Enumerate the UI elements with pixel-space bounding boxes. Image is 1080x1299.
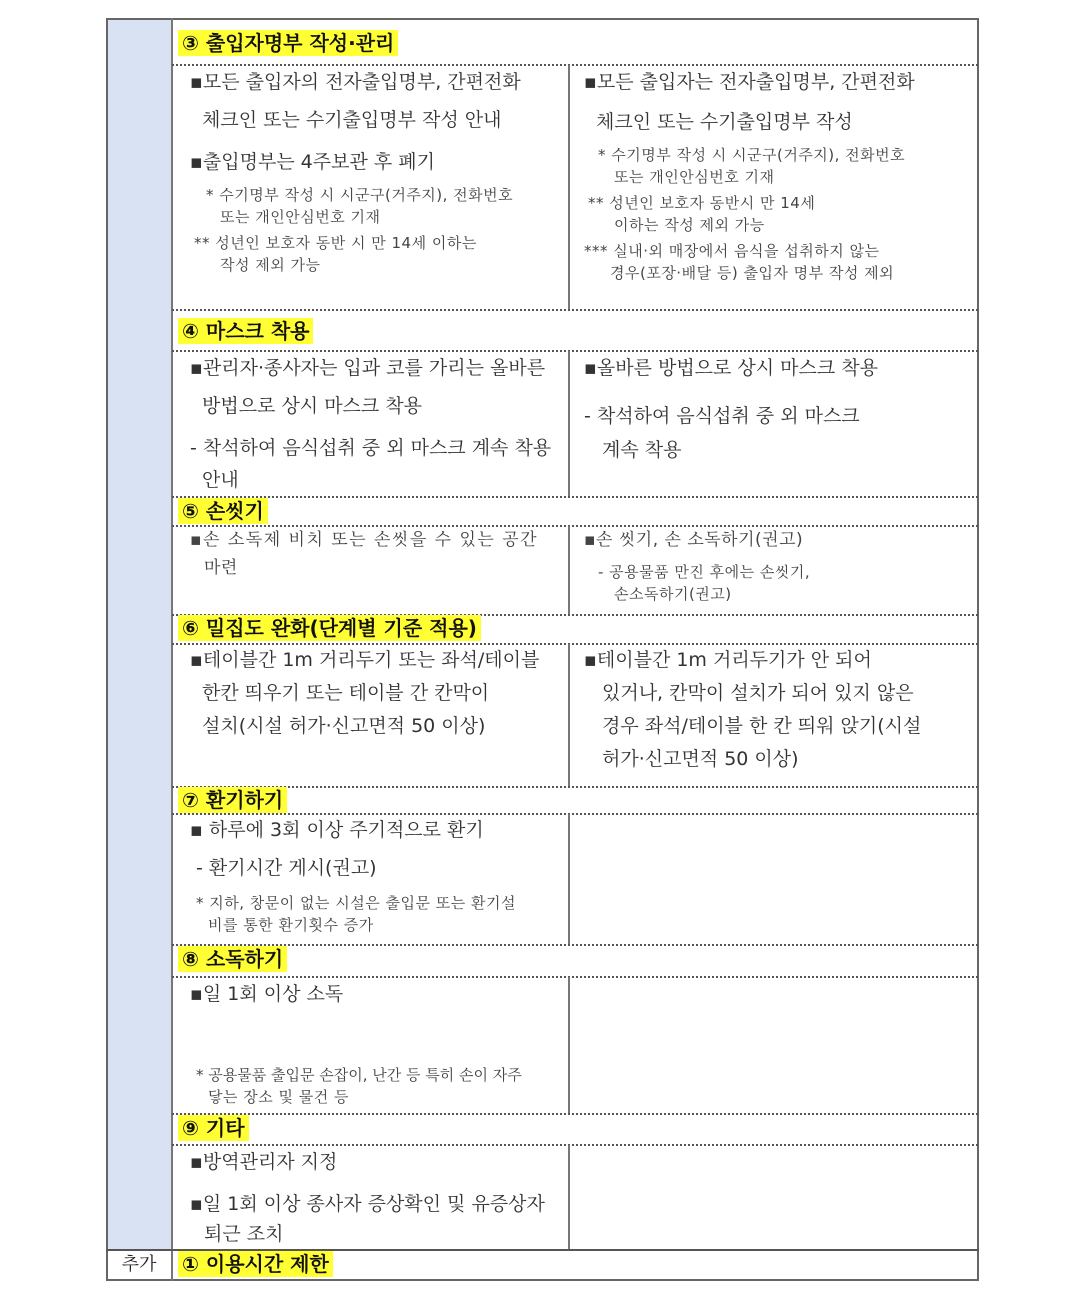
- footnote: ** 성년인 보호자 동반 시 만 14세 이하는: [194, 234, 477, 252]
- text-line: - 공용물품 만진 후에는 손씻기,: [598, 563, 811, 581]
- section-title-6: ⑥ 밀집도 완화(단계별 기준 적용): [178, 615, 481, 641]
- text-line: ▪손 씻기, 손 소독하기(권고): [584, 530, 804, 550]
- footnote: * 수기명부 작성 시 시군구(거주지), 전화번호: [206, 186, 514, 204]
- column-divider: [568, 977, 570, 1113]
- text-line: 체크인 또는 수기출입명부 작성: [596, 111, 853, 133]
- extra-row-label: 추가: [121, 1254, 157, 1275]
- extra-title: ① 이용시간 제한: [178, 1251, 333, 1277]
- cell-s6-right: [574, 648, 978, 771]
- footnote: * 지하, 창문이 없는 시설은 출입문 또는 환기설: [196, 894, 516, 912]
- text-line: 허가·신고면적 50 이상): [602, 748, 799, 770]
- cell-s3-left: [180, 70, 568, 276]
- footnote: * 공용물품 출입문 손잡이, 난간 등 특히 손이 자주: [196, 1066, 522, 1084]
- footnote: *** 실내·외 매장에서 음식을 섭취하지 않는: [584, 242, 880, 260]
- text-line: - 환기시간 게시(권고): [196, 857, 377, 879]
- divider: [172, 350, 978, 352]
- section-title-3: ③ 출입자명부 작성·관리: [178, 30, 398, 56]
- text-line: 있거나, 칸막이 설치가 되어 있지 않은: [602, 682, 914, 704]
- text-line: 퇴근 조치: [204, 1223, 284, 1245]
- text-line: - 착석하여 음식섭취 중 외 마스크 계속 착용: [190, 437, 552, 459]
- divider: [172, 525, 978, 527]
- section-header: [172, 318, 978, 344]
- footnote: 닿는 장소 및 물건 등: [208, 1088, 349, 1106]
- text-line: 방법으로 상시 마스크 착용: [202, 395, 423, 417]
- text-line: ▪손 소독제 비치 또는 손씻을 수 있는 공간: [190, 530, 539, 550]
- cell-s4-left: [180, 356, 568, 492]
- divider: [172, 643, 978, 645]
- section-header: [172, 615, 978, 641]
- section-header: [172, 946, 978, 972]
- cell-s5-left: [180, 529, 568, 579]
- category-divider: [171, 18, 173, 1281]
- column-divider: [568, 526, 570, 614]
- footnote: * 수기명부 작성 시 시군구(거주지), 전화번호: [598, 146, 906, 164]
- text-line: 경우 좌석/테이블 한 칸 띄워 앉기(시설: [602, 715, 922, 737]
- text-line: 체크인 또는 수기출입명부 작성 안내: [202, 109, 502, 131]
- cell-s8-left: [180, 982, 568, 1108]
- section-header: [172, 30, 978, 56]
- column-divider: [568, 644, 570, 786]
- text-line: 한칸 띄우기 또는 테이블 간 칸막이: [202, 682, 490, 704]
- divider: [172, 309, 978, 311]
- text-line: ▪올바른 방법으로 상시 마스크 착용: [584, 357, 878, 379]
- text-line: - 착석하여 음식섭취 중 외 마스크: [584, 405, 860, 427]
- cell-s4-right: [574, 356, 978, 462]
- divider: [172, 1144, 978, 1146]
- text-line: 계속 착용: [602, 439, 682, 461]
- section-title-5: ⑤ 손씻기: [178, 498, 268, 524]
- section-title-4: ④ 마스크 착용: [178, 318, 313, 344]
- divider: [172, 813, 978, 815]
- footnote: 또는 개인안심번호 기재: [614, 168, 775, 186]
- cell-s6-left: [180, 648, 568, 738]
- text-line: 안내: [202, 469, 239, 491]
- text-line: ▪방역관리자 지정: [190, 1151, 338, 1173]
- column-divider: [568, 65, 570, 309]
- footnote: 경우(포장·배달 등) 출입자 명부 작성 제외: [610, 264, 895, 282]
- text-line: ▪모든 출입자는 전자출입명부, 간편전화: [584, 71, 915, 93]
- footnote: 이하는 작성 제외 가능: [614, 216, 765, 234]
- cell-s9-left: [180, 1150, 568, 1246]
- text-line: ▪테이블간 1m 거리두기가 안 되어: [584, 649, 872, 671]
- column-divider: [568, 814, 570, 944]
- text-line: ▪일 1회 이상 종사자 증상확인 및 유증상자: [190, 1193, 545, 1215]
- section-header: [172, 1251, 978, 1277]
- cell-s3-right: [574, 70, 978, 284]
- text-line: ▪ 하루에 3회 이상 주기적으로 환기: [190, 819, 484, 841]
- footnote: ** 성년인 보호자 동반시 만 14세: [588, 194, 816, 212]
- cell-s5-right: [574, 529, 978, 605]
- cell-s7-left: [180, 818, 568, 936]
- text-line: ▪테이블간 1m 거리두기 또는 좌석/테이블: [190, 649, 540, 671]
- divider: [172, 976, 978, 978]
- text-line: ▪일 1회 이상 소독: [190, 983, 344, 1005]
- section-title-7: ⑦ 환기하기: [178, 787, 287, 813]
- column-divider: [568, 1145, 570, 1249]
- section-header: [172, 498, 978, 524]
- section-header: [172, 1115, 978, 1141]
- section-header: [172, 787, 978, 813]
- column-divider: [568, 351, 570, 496]
- text-line: 설치(시설 허가·신고면적 50 이상): [202, 715, 486, 737]
- footnote: 비를 통한 환기횟수 증가: [208, 916, 374, 934]
- footnote: 작성 제외 가능: [220, 256, 321, 274]
- text-line: ▪모든 출입자의 전자출입명부, 간편전화: [190, 71, 521, 93]
- text-line: ▪관리자·종사자는 입과 코를 가리는 올바른: [190, 357, 546, 379]
- section-title-9: ⑨ 기타: [178, 1115, 249, 1141]
- section-title-8: ⑧ 소독하기: [178, 946, 287, 972]
- text-line: ▪출입명부는 4주보관 후 폐기: [190, 151, 435, 173]
- text-line: 손소독하기(권고): [614, 585, 732, 603]
- divider: [172, 64, 978, 66]
- footnote: 또는 개인안심번호 기재: [220, 208, 381, 226]
- text-line: 마련: [204, 558, 238, 578]
